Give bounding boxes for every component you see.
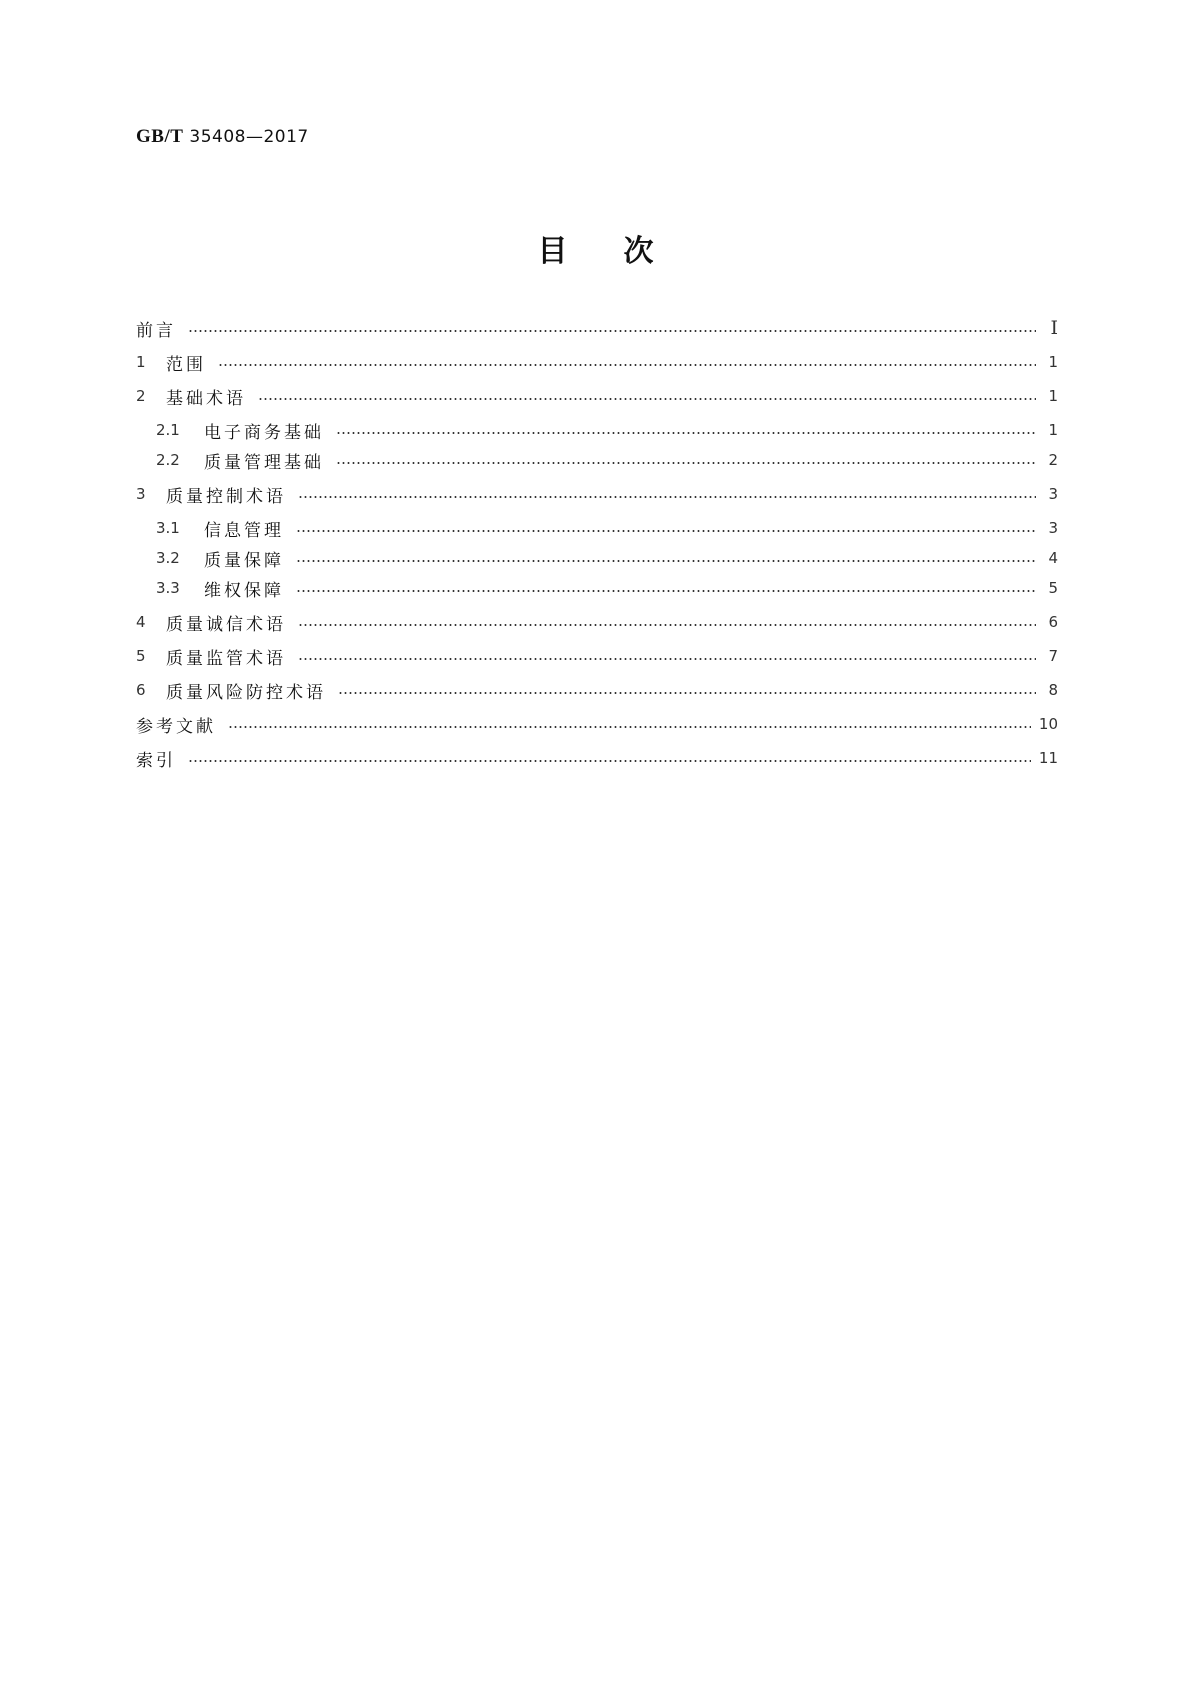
toc-entry-label: 质量保障 bbox=[204, 550, 284, 571]
toc-leader-dots bbox=[336, 462, 1036, 464]
toc-entry-2-2[interactable] bbox=[156, 446, 1058, 474]
toc-leader-dots bbox=[296, 590, 1036, 592]
toc-entry-page: 11 bbox=[1038, 749, 1058, 767]
toc-entry-page: 2 bbox=[1048, 451, 1058, 469]
toc-entry-label: 索引 bbox=[136, 750, 176, 771]
toc-entry-6[interactable] bbox=[136, 676, 1058, 704]
toc-leader-dots bbox=[298, 658, 1036, 660]
toc-entry-label: 信息管理 bbox=[204, 520, 284, 541]
toc-entry-number: 3.2 bbox=[156, 549, 180, 567]
toc-entry-label: 范围 bbox=[166, 354, 206, 375]
toc-entry-references[interactable] bbox=[136, 710, 1058, 738]
toc-entry-page: 1 bbox=[1048, 353, 1058, 371]
toc-entry-page: 5 bbox=[1048, 579, 1058, 597]
toc-entry-1[interactable] bbox=[136, 348, 1058, 376]
toc-leader-dots bbox=[218, 364, 1036, 366]
toc-leader-dots bbox=[296, 530, 1036, 532]
standard-number: 35408—2017 bbox=[189, 127, 309, 147]
toc-entry-2[interactable] bbox=[136, 382, 1058, 410]
toc-entry-number: 2.1 bbox=[156, 421, 180, 439]
toc-entry-label: 维权保障 bbox=[204, 580, 284, 601]
toc-leader-dots bbox=[298, 624, 1036, 626]
standard-prefix: GB/T bbox=[136, 126, 184, 147]
toc-entry-3[interactable] bbox=[136, 480, 1058, 508]
toc-entry-3-1[interactable] bbox=[156, 514, 1058, 542]
toc-entry-number: 3.1 bbox=[156, 519, 180, 537]
toc-entry-2-1[interactable] bbox=[156, 416, 1058, 444]
standard-code bbox=[136, 126, 309, 148]
toc-leader-dots bbox=[336, 432, 1036, 434]
toc-leader-dots bbox=[188, 760, 1031, 762]
toc-entry-number: 2.2 bbox=[156, 451, 180, 469]
toc-entry-page: 8 bbox=[1048, 681, 1058, 699]
toc-entry-label: 基础术语 bbox=[166, 388, 246, 409]
toc-entry-number: 3 bbox=[136, 485, 146, 503]
toc-entry-page: 1 bbox=[1048, 421, 1058, 439]
toc-leader-dots bbox=[258, 398, 1036, 400]
toc-entry-number: 2 bbox=[136, 387, 146, 405]
toc-entry-number: 1 bbox=[136, 353, 146, 371]
toc-entry-3-3[interactable] bbox=[156, 574, 1058, 602]
toc-entry-number: 5 bbox=[136, 647, 146, 665]
toc-entry-number: 6 bbox=[136, 681, 146, 699]
toc-entry-5[interactable] bbox=[136, 642, 1058, 670]
toc-entry-foreword[interactable] bbox=[136, 314, 1058, 342]
toc-leader-dots bbox=[296, 560, 1036, 562]
toc-entry-page: 6 bbox=[1048, 613, 1058, 631]
toc-entry-label: 质量控制术语 bbox=[166, 486, 286, 507]
toc-entry-number: 3.3 bbox=[156, 579, 180, 597]
toc-entry-label: 质量风险防控术语 bbox=[166, 682, 326, 703]
toc-leader-dots bbox=[338, 692, 1036, 694]
toc-leader-dots bbox=[188, 330, 1036, 332]
toc-entry-page: 4 bbox=[1048, 549, 1058, 567]
toc-entry-page: 3 bbox=[1048, 519, 1058, 537]
toc-entry-page: 10 bbox=[1038, 715, 1058, 733]
toc-entry-3-2[interactable] bbox=[156, 544, 1058, 572]
toc-leader-dots bbox=[228, 726, 1031, 728]
toc-entry-label: 前言 bbox=[136, 320, 176, 341]
toc-entry-label: 质量监管术语 bbox=[166, 648, 286, 669]
toc-entry-page: Ⅰ bbox=[1050, 317, 1058, 339]
toc-entry-page: 7 bbox=[1048, 647, 1058, 665]
toc-entry-page: 1 bbox=[1048, 387, 1058, 405]
toc-entry-page: 3 bbox=[1048, 485, 1058, 503]
toc-entry-label: 质量管理基础 bbox=[204, 452, 324, 473]
toc-entry-number: 4 bbox=[136, 613, 146, 631]
toc-entry-label: 质量诚信术语 bbox=[166, 614, 286, 635]
page-title: 目次 bbox=[537, 234, 710, 269]
toc-entry-index[interactable] bbox=[136, 744, 1058, 772]
toc-entry-label: 电子商务基础 bbox=[204, 422, 324, 443]
toc-leader-dots bbox=[298, 496, 1036, 498]
toc-entry-4[interactable] bbox=[136, 608, 1058, 636]
toc-entry-label: 参考文献 bbox=[136, 716, 216, 737]
